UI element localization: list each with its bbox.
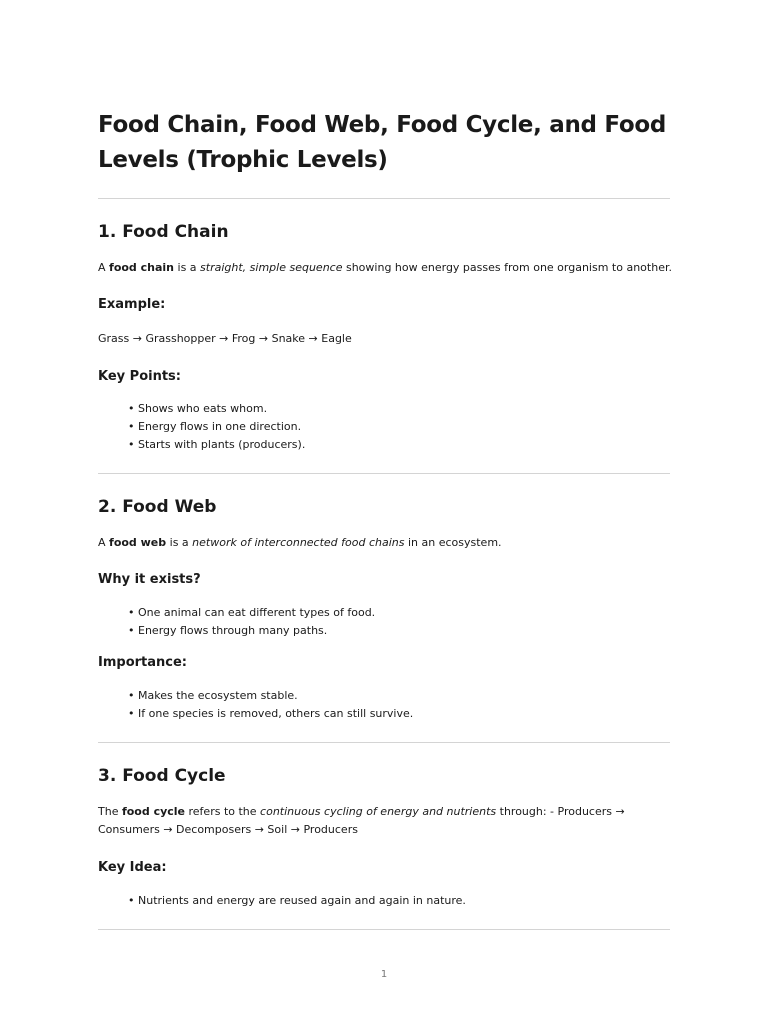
- list-item: • Nutrients and energy are reused again and again in nature.: [128, 892, 466, 910]
- importance-heading: Importance:: [98, 655, 187, 670]
- divider: [98, 473, 670, 474]
- list-item: • Energy flows in one direction.: [128, 418, 305, 436]
- food-cycle-definition: The food cycle refers to the continuous cycling of energy and nutrients through: - Producers → Consumers → Decomposers → Soil → Producers: [98, 805, 625, 836]
- divider: [98, 198, 670, 199]
- document-title: Food Chain, Food Web, Food Cycle, and Food Levels (Trophic Levels): [98, 112, 667, 173]
- key-idea-heading: Key Idea:: [98, 860, 167, 875]
- list-item: • Energy flows through many paths.: [128, 622, 375, 640]
- list-item: • Starts with plants (producers).: [128, 436, 305, 454]
- key-idea-list: [128, 892, 466, 910]
- page-number: 1: [380, 969, 388, 980]
- key-points-list: [128, 400, 305, 454]
- food-web-definition: A food web is a network of interconnected food chains in an ecosystem.: [98, 536, 502, 549]
- section-heading-food-cycle: 3. Food Cycle: [98, 766, 226, 786]
- section-heading-food-web: 2. Food Web: [98, 497, 217, 517]
- list-item: • Makes the ecosystem stable.: [128, 687, 413, 705]
- list-item: • One animal can eat different types of food.: [128, 604, 375, 622]
- divider: [98, 929, 670, 930]
- key-points-heading: Key Points:: [98, 369, 181, 384]
- list-item: • If one species is removed, others can still survive.: [128, 705, 413, 723]
- food-chain-example: Grass → Grasshopper → Frog → Snake → Eagle: [98, 332, 352, 345]
- importance-list: [128, 687, 413, 723]
- list-item: • Shows who eats whom.: [128, 400, 305, 418]
- divider: [98, 742, 670, 743]
- why-heading: Why it exists?: [98, 572, 201, 587]
- why-list: [128, 604, 375, 640]
- example-heading: Example:: [98, 297, 166, 312]
- section-heading-food-chain: 1. Food Chain: [98, 222, 229, 242]
- food-chain-definition: A food chain is a straight, simple sequence showing how energy passes from one organism to another.: [98, 261, 672, 274]
